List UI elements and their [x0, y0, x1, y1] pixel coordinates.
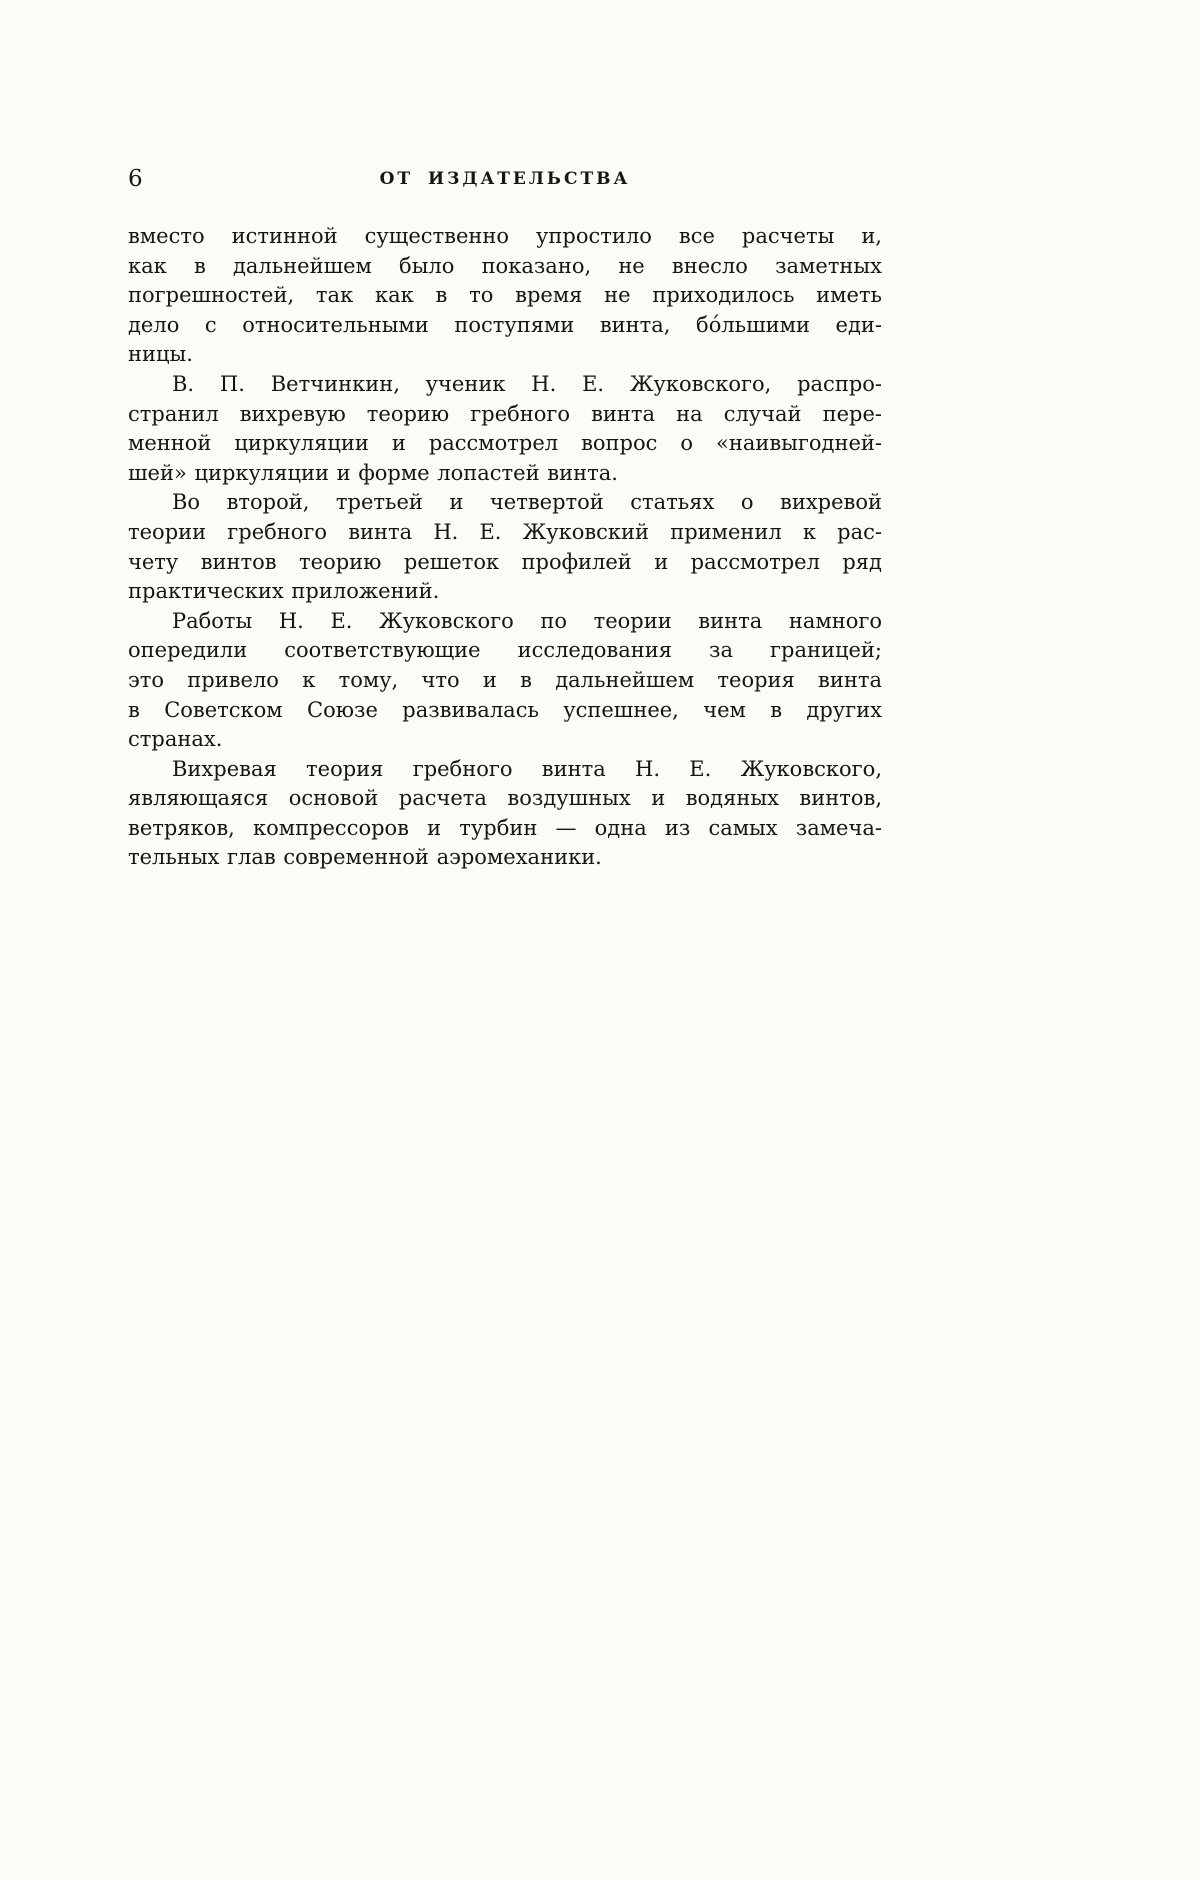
text-line: тельных глав современной аэромеханики.: [128, 845, 602, 870]
paragraph: [128, 488, 882, 606]
text-line: странах.: [128, 727, 223, 752]
running-title: ОТ ИЗДАТЕЛЬСТВА: [379, 169, 631, 189]
text-line: практических приложений.: [128, 579, 440, 604]
page-header: [128, 166, 882, 196]
text-line: дело с относительными поступями винта, бо́льшими еди-: [128, 312, 882, 337]
text-block: [128, 222, 882, 873]
text-line: являющаяся основой расчета воздушных и водяных винтов,: [128, 786, 882, 811]
paragraph: [128, 370, 882, 488]
text-line: в Советском Союзе развивалась успешнее, чем в других: [128, 697, 882, 722]
text-line: ницы.: [128, 342, 193, 367]
paragraph: [128, 222, 882, 370]
paragraph: [128, 755, 882, 873]
text-line: ветряков, компрессоров и турбин — одна из самых замеча-: [128, 815, 882, 840]
text-line: В. П. Ветчинкин, ученик Н. Е. Жуковского, распро-: [172, 371, 882, 396]
text-line: шей» циркуляции и форме лопастей винта.: [128, 460, 618, 485]
text-line: странил вихревую теорию гребного винта на случай пере-: [128, 401, 882, 426]
text-line: Работы Н. Е. Жуковского по теории винта намного: [172, 608, 882, 633]
text-line: вместо истинной существенно упростило все расчеты и,: [128, 224, 882, 248]
text-line: как в дальнейшем было показано, не внесло заметных: [128, 253, 882, 278]
text-line: теории гребного винта Н. Е. Жуковский применил к рас-: [128, 519, 882, 544]
text-line: погрешностей, так как в то время не приходилось иметь: [128, 283, 882, 308]
text-line: это привело к тому, что и в дальнейшем теория винта: [128, 667, 882, 692]
text-line: опередили соответствующие исследования за границей;: [128, 638, 882, 663]
page-number: 6: [128, 166, 143, 192]
paragraph: [128, 607, 882, 755]
text-line: Вихревая теория гребного винта Н. Е. Жуковского,: [172, 756, 882, 781]
text-line: чету винтов теорию решеток профилей и рассмотрел ряд: [128, 549, 882, 574]
text-line: Во второй, третьей и четвертой статьях о вихревой: [172, 490, 882, 515]
text-line: менной циркуляции и рассмотрел вопрос о «наивыгодней-: [128, 431, 882, 456]
